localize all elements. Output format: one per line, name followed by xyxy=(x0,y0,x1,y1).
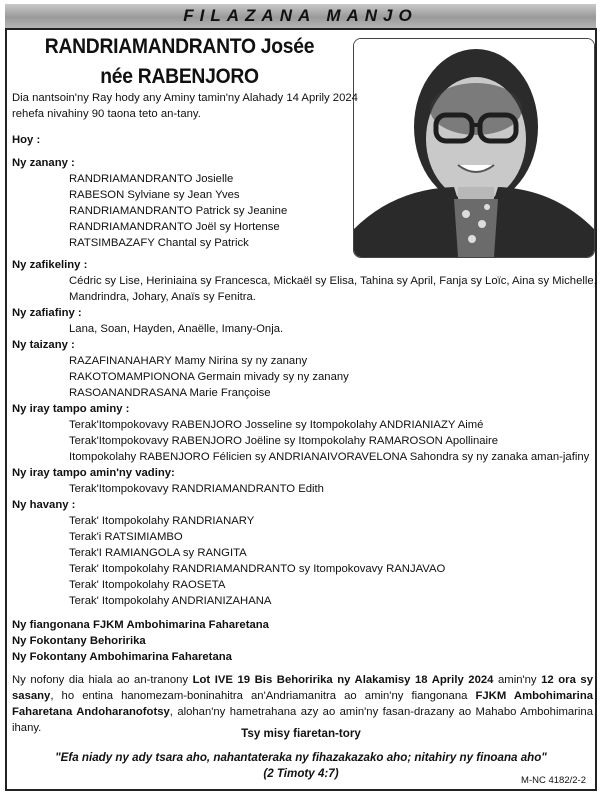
hoy-label: Hoy : xyxy=(12,134,41,146)
list-item: RABESON Sylviane sy Jean Yves xyxy=(69,189,240,201)
list-item: RANDRIAMANDRANTO Josielle xyxy=(69,173,234,185)
section-heading-spouse-siblings: Ny iray tampo amin'ny vadiny: xyxy=(12,467,175,479)
list-item: Lana, Soan, Hayden, Anaëlle, Imany-Onja. xyxy=(69,323,284,335)
section-heading-children: Ny zanany : xyxy=(12,157,75,169)
funeral-time: 12 ora sy sasany xyxy=(12,674,593,702)
list-item: Terak'Itompokovavy RABENJORO Joëline sy Itompokolahy RAMAROSON Apollinaire xyxy=(69,435,499,447)
list-item: Terak'I RAMIANGOLA sy RANGITA xyxy=(69,547,247,559)
header-title: FILAZANA MANJO xyxy=(183,6,418,25)
list-item: Mandrindra, Johary, Anaïs sy Fenitra. xyxy=(69,291,256,303)
bible-quote-reference: (2 Timoty 4:7) xyxy=(263,767,339,780)
deceased-name: RANDRIAMANDRANTO Josée xyxy=(44,35,315,58)
org-fokontany-ambohimarina: Ny Fokontany Ambohimarina Faharetana xyxy=(12,651,232,663)
funeral-text-3: , ho entina hanomezam-boninahitra an'Andriamanitra ao amin'ny fiangonana xyxy=(50,690,476,702)
funeral-text-1: Ny nofony dia hiala ao an-tranony xyxy=(12,674,193,686)
notice-reference: M-NC 4182/2-2 xyxy=(521,775,586,786)
list-item: RAZAFINANAHARY Mamy Nirina sy ny zanany xyxy=(69,355,308,367)
bible-quote: "Efa niady ny ady tsara aho, nahantateraka ny fihazakazako aho; nitahiry ny finoana aho" xyxy=(55,751,547,764)
list-item: Terak' Itompokolahy RANDRIANARY xyxy=(69,515,255,527)
org-church: Ny fiangonana FJKM Ambohimarina Faharetana xyxy=(12,619,269,631)
portrait-photo xyxy=(353,38,595,258)
section-heading-grandchildren: Ny zafikeliny : xyxy=(12,259,88,271)
deceased-maiden-name: née RABENJORO xyxy=(100,65,259,88)
list-item: RAKOTOMAMPIONONA Germain mivady sy ny zanany xyxy=(69,371,349,383)
notice-frame xyxy=(5,28,597,791)
list-item: RASOANANDRASANA Marie Françoise xyxy=(69,387,271,399)
intro-line-1: Dia nantsoin'ny Ray hody any Aminy tamin'ny Alahady 14 Aprily 2024 xyxy=(12,92,358,104)
list-item: Terak' Itompokolahy ANDRIANIZAHANA xyxy=(69,595,272,607)
funeral-address: Lot IVE 19 Bis Behoririka ny Alakamisy 18 Aprily 2024 xyxy=(192,674,494,686)
notice-header xyxy=(5,4,596,29)
list-item: Terak'i RATSIMIAMBO xyxy=(69,531,183,543)
list-item: Terak'Itompokovavy RABENJORO Josseline sy Itompokolahy ANDRIANIAZY Aimé xyxy=(69,419,484,431)
list-item: Terak' Itompokolahy RAOSETA xyxy=(69,579,226,591)
org-fokontany-behoririka: Ny Fokontany Behoririka xyxy=(12,635,146,647)
section-heading-siblings: Ny iray tampo aminy : xyxy=(12,403,130,415)
list-item: RANDRIAMANDRANTO Joël sy Hortense xyxy=(69,221,280,233)
section-heading-foster: Ny taizany : xyxy=(12,339,75,351)
funeral-text-4: , alohan'ny hametrahana azy ao amin'ny fasan-drazany ao Mahabo Ambohimarina ihany. xyxy=(12,706,593,734)
section-heading-relatives: Ny havany : xyxy=(12,499,76,511)
list-item: Itompokolahy RABENJORO Félicien sy ANDRIANAIVORAVELONA Sahondra sy ny zanaka aman-jafiny xyxy=(69,451,590,463)
funeral-text-2: amin'ny xyxy=(493,674,542,686)
funeral-church: FJKM Ambohimarina Faharetana Andoharanofotsy xyxy=(12,690,593,718)
list-item: Terak'Itompokovavy RANDRIAMANDRANTO Edith xyxy=(69,483,324,495)
list-item: RANDRIAMANDRANTO Patrick sy Jeanine xyxy=(69,205,288,217)
list-item: Cédric sy Lise, Heriniaina sy Francesca, Mickaël sy Elisa, Tahina sy April, Fanja sy Loïc, Aina sy Michelle, xyxy=(69,275,597,287)
section-heading-great-grandchildren: Ny zafiafiny : xyxy=(12,307,82,319)
list-item: Terak' Itompokolahy RANDRIAMANDRANTO sy Itompokovavy RANJAVAO xyxy=(69,563,446,575)
list-item: RATSIMBAZAFY Chantal sy Patrick xyxy=(69,237,249,249)
intro-line-2: rehefa nivahiny 90 taona teto an-tany. xyxy=(12,108,201,120)
no-flowers-note: Tsy misy fiaretan-tory xyxy=(241,727,361,740)
portrait-image xyxy=(354,39,594,257)
